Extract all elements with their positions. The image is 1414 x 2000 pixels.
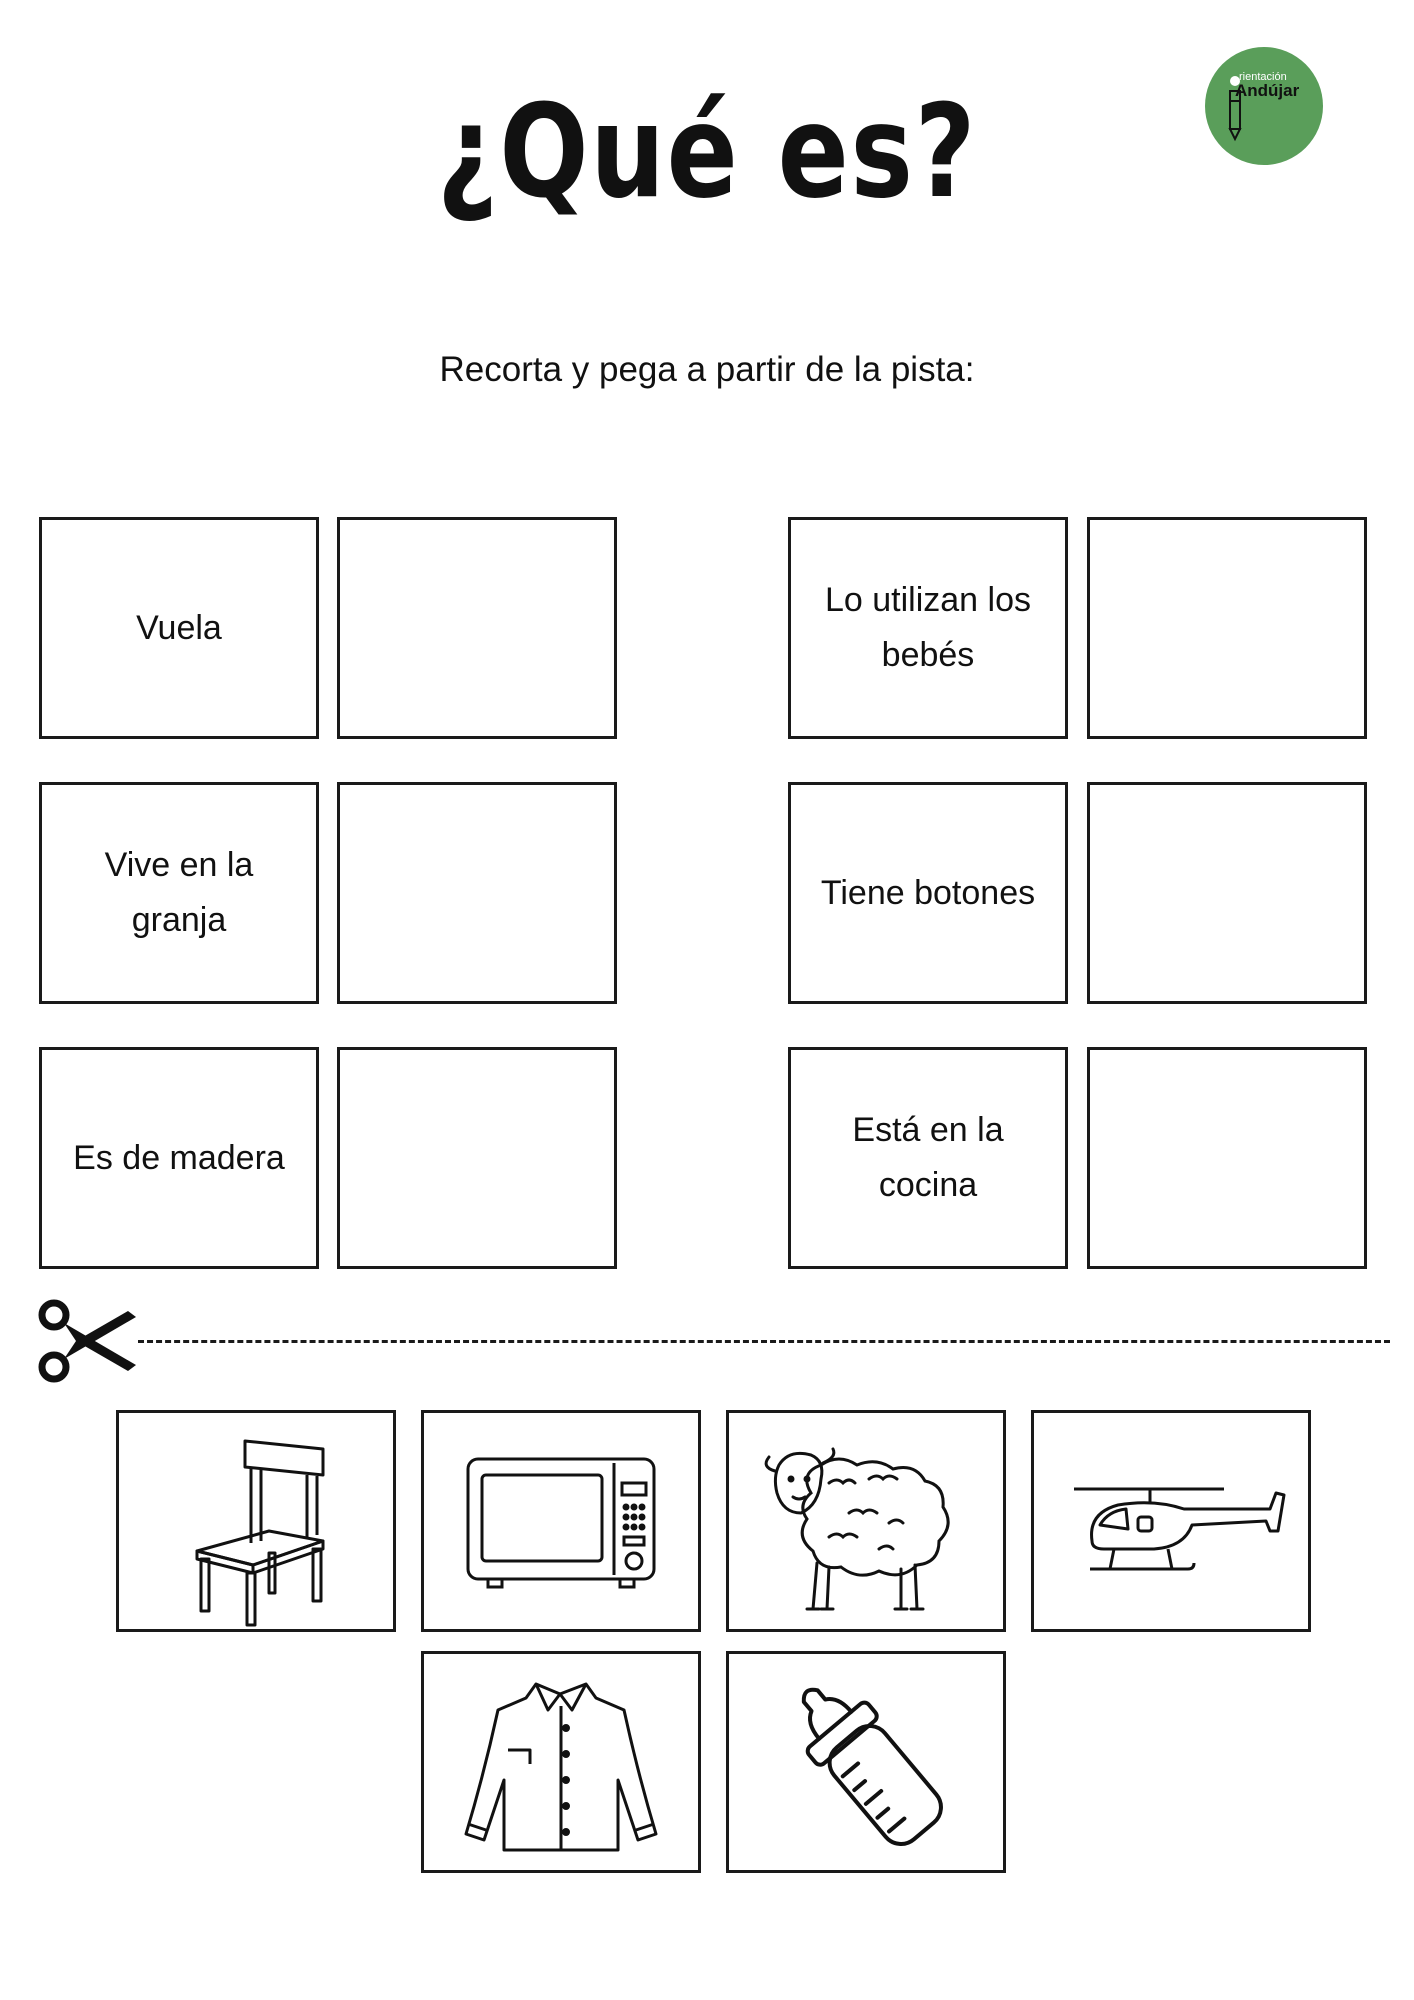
clue-text: Tiene botones xyxy=(820,873,1036,912)
sheep-icon xyxy=(729,1413,1003,1629)
clue-box xyxy=(788,1047,1068,1269)
answer-box[interactable] xyxy=(337,1047,617,1269)
clue-box xyxy=(39,517,319,739)
clue-box xyxy=(788,517,1068,739)
clue-text: Es de madera xyxy=(73,1138,285,1177)
baby-bottle-icon xyxy=(729,1654,1003,1870)
clue-text: Lo utilizan los bebés xyxy=(824,581,1031,674)
answer-box[interactable] xyxy=(337,782,617,1004)
cutout-card-microwave[interactable] xyxy=(421,1410,701,1632)
chair-icon xyxy=(119,1413,393,1629)
cut-line xyxy=(138,1340,1390,1343)
clue-text: Está en la cocina xyxy=(852,1111,1004,1204)
cutout-card-baby-bottle[interactable] xyxy=(726,1651,1006,1873)
microwave-icon xyxy=(424,1413,698,1629)
cutout-card-sheep[interactable] xyxy=(726,1410,1006,1632)
clue-box xyxy=(39,782,319,1004)
logo-small-text: rientación xyxy=(1239,71,1287,83)
answer-box[interactable] xyxy=(337,517,617,739)
cutout-card-shirt[interactable] xyxy=(421,1651,701,1873)
clue-box xyxy=(39,1047,319,1269)
page-title: ¿Qué es? xyxy=(436,78,978,227)
shirt-icon xyxy=(424,1654,698,1870)
orientacion-andujar-logo xyxy=(1205,47,1323,165)
answer-box[interactable] xyxy=(1087,517,1367,739)
cutout-card-chair[interactable] xyxy=(116,1410,396,1632)
clue-text: Vuela xyxy=(136,608,222,647)
answer-box[interactable] xyxy=(1087,1047,1367,1269)
helicopter-icon xyxy=(1034,1413,1308,1629)
instruction-text: Recorta y pega a partir de la pista: xyxy=(439,350,975,389)
answer-box[interactable] xyxy=(1087,782,1367,1004)
cutout-card-helicopter[interactable] xyxy=(1031,1410,1311,1632)
scissors-icon xyxy=(36,1295,142,1387)
logo-big-text: Andújar xyxy=(1235,81,1300,100)
clue-box xyxy=(788,782,1068,1004)
clue-text: Vive en la granja xyxy=(104,846,254,939)
